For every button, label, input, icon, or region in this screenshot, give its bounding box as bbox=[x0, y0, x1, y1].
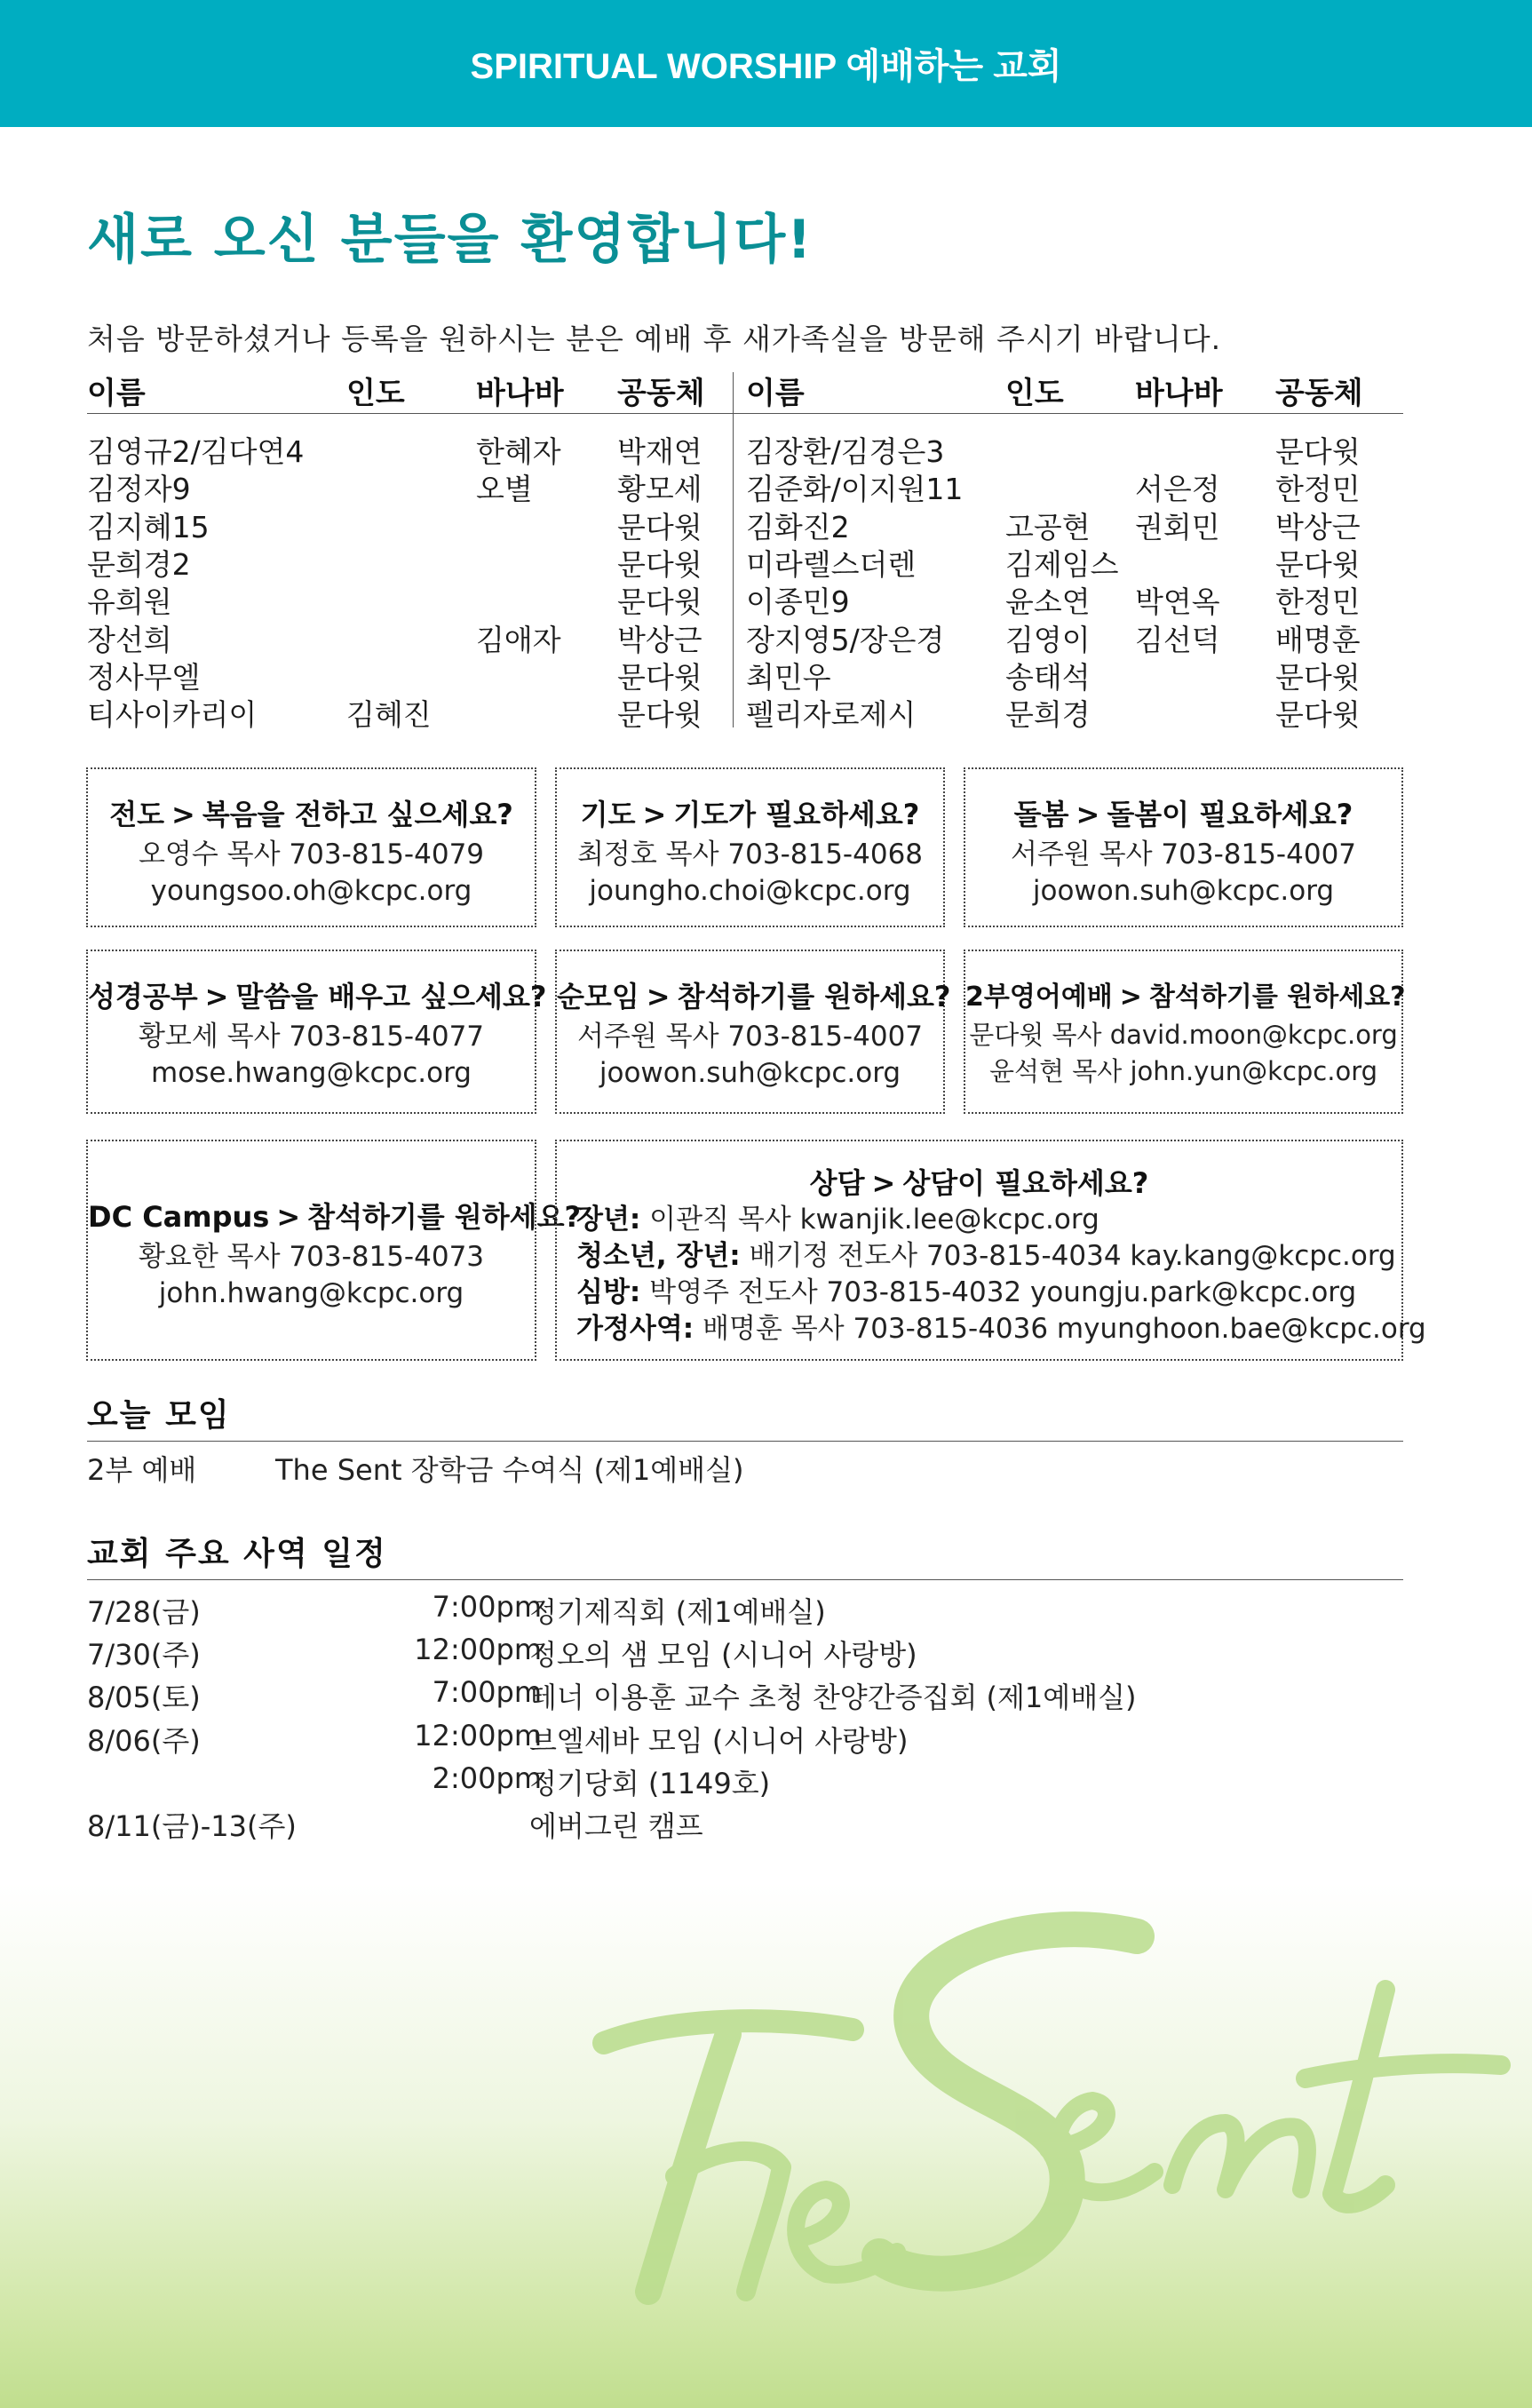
schedule-row bbox=[87, 1719, 1403, 1760]
contact-line: 황요한 목사 703-815-4073 bbox=[138, 1241, 485, 1273]
contact-title bbox=[965, 792, 1401, 833]
newcomer-name-right: 김장환/김경은3 bbox=[746, 434, 945, 469]
contact-line: 서주원 목사 703-815-4007 bbox=[1010, 838, 1357, 870]
contact-email[interactable]: joowon.suh@kcpc.org bbox=[1032, 875, 1335, 907]
the-sent-watermark-logo bbox=[0, 1883, 1532, 2408]
counsel-label: 심방: bbox=[576, 1276, 641, 1308]
newcomer-community-left: 문다윗 bbox=[617, 509, 702, 544]
newcomer-name-right: 장지영5/장은경 bbox=[746, 622, 945, 657]
newcomer-barnabas-left: 김애자 bbox=[476, 622, 561, 657]
contact-line: 최정호 목사 703-815-4068 bbox=[576, 838, 924, 870]
counsel-row-adult bbox=[557, 1202, 1401, 1238]
contact-line: 황모세 목사 703-815-4077 bbox=[138, 1021, 485, 1053]
contact-question: 돌봄이 필요하세요? bbox=[1107, 798, 1353, 831]
newcomer-name-right: 최민우 bbox=[746, 659, 831, 695]
newcomer-name-right: 미라렐스더렌 bbox=[746, 546, 917, 582]
schedule-time: 12:00pm bbox=[414, 1718, 542, 1752]
newcomer-name-left: 문희경2 bbox=[87, 546, 191, 582]
contact-line: 서주원 목사 703-815-4007 bbox=[576, 1021, 924, 1053]
contact-title bbox=[88, 792, 535, 833]
contact-category: 상담 bbox=[809, 1166, 865, 1200]
col-header-barnabas-right: 바나바 bbox=[1135, 376, 1223, 411]
header-banner bbox=[0, 0, 1532, 127]
schedule-event: 에버그린 캠프 bbox=[529, 1809, 703, 1843]
newcomer-name-left: 정사무엘 bbox=[87, 659, 201, 695]
chevron-right-icon: > bbox=[1119, 981, 1142, 1013]
contact-email[interactable]: youngsoo.oh@kcpc.org bbox=[150, 875, 472, 907]
counsel-text: 이관직 목사 kwanjik.lee@kcpc.org bbox=[640, 1204, 1099, 1236]
newcomer-barnabas-right: 서은정 bbox=[1135, 472, 1220, 507]
newcomer-community-right: 문다윗 bbox=[1275, 659, 1361, 695]
contact-question: 말씀을 배우고 싶으세요? bbox=[235, 980, 547, 1013]
contact-question: 참석하기를 원하세요? bbox=[677, 980, 951, 1013]
counsel-row-youth bbox=[557, 1238, 1401, 1275]
contact-email[interactable]: joungho.choi@kcpc.org bbox=[589, 875, 911, 907]
today-event: The Sent 장학금 수여식 (제1예배실) bbox=[275, 1453, 744, 1487]
schedule-date: 7/30(주) bbox=[87, 1638, 201, 1673]
newcomer-name-right: 이종민9 bbox=[746, 584, 850, 620]
newcomer-name-right: 김준화/이지원11 bbox=[746, 472, 964, 507]
schedule-row bbox=[87, 1633, 1403, 1673]
contact-box-evangelism bbox=[86, 767, 536, 927]
contact-box-bible-study bbox=[86, 950, 547, 1114]
schedule-heading: 교회 주요 사역 일정 bbox=[87, 1536, 387, 1572]
chevron-right-icon: > bbox=[1076, 798, 1100, 831]
contact-title bbox=[965, 974, 1406, 1013]
newcomer-barnabas-left: 한혜자 bbox=[476, 434, 561, 469]
newcomer-name-left: 티사이카리이 bbox=[87, 697, 258, 733]
counsel-row-family bbox=[557, 1311, 1426, 1347]
today-row bbox=[87, 1448, 744, 1489]
contact-category: 성경공부 bbox=[88, 980, 198, 1013]
contact-title bbox=[557, 1161, 1401, 1202]
schedule-row bbox=[87, 1804, 1403, 1845]
contact-question: 참석하기를 원하세요? bbox=[307, 1200, 582, 1234]
newcomer-name-right: 펠리자로제시 bbox=[746, 697, 917, 733]
counsel-label: 가정사역: bbox=[576, 1313, 695, 1345]
schedule-row bbox=[87, 1761, 1403, 1802]
counsel-label: 장년: bbox=[576, 1204, 641, 1236]
contact-line: 윤석현 목사 john.yun@kcpc.org bbox=[988, 1056, 1378, 1086]
table-center-divider bbox=[733, 372, 734, 727]
newcomer-community-right: 한정민 bbox=[1275, 584, 1361, 620]
schedule-time: 7:00pm bbox=[432, 1675, 542, 1710]
schedule-date: 8/05(토) bbox=[87, 1681, 201, 1715]
newcomer-community-left: 황모세 bbox=[617, 472, 702, 507]
newcomer-community-right: 배명훈 bbox=[1275, 622, 1361, 657]
banner-title: SPIRITUAL WORSHIP 예배하는 교회 bbox=[470, 47, 1062, 86]
table-header-divider bbox=[87, 413, 1403, 414]
contact-email[interactable]: mose.hwang@kcpc.org bbox=[151, 1057, 472, 1089]
contact-category: DC Campus bbox=[88, 1200, 270, 1234]
schedule-row bbox=[87, 1675, 1403, 1716]
col-header-community-right: 공동체 bbox=[1275, 376, 1363, 411]
newcomer-community-right: 문다윗 bbox=[1275, 546, 1361, 582]
newcomer-name-left: 김정자9 bbox=[87, 472, 191, 507]
chevron-right-icon: > bbox=[204, 980, 229, 1013]
schedule-row bbox=[87, 1590, 1403, 1631]
contact-box-dc-campus bbox=[86, 1140, 582, 1361]
schedule-event: 정오의 샘 모임 (시니어 사랑방) bbox=[529, 1638, 917, 1673]
contact-title bbox=[557, 974, 951, 1015]
contact-email[interactable]: joowon.suh@kcpc.org bbox=[599, 1057, 901, 1089]
schedule-event: 테너 이용훈 교수 초청 찬양간증집회 (제1예배실) bbox=[529, 1681, 1137, 1715]
newcomer-leader-right: 송태석 bbox=[1005, 659, 1091, 695]
schedule-date: 7/28(금) bbox=[87, 1595, 201, 1629]
newcomer-community-right: 문다윗 bbox=[1275, 697, 1361, 733]
col-header-barnabas: 바나바 bbox=[476, 376, 564, 411]
newcomer-community-right: 박상근 bbox=[1275, 509, 1361, 544]
newcomer-barnabas-right: 박연옥 bbox=[1135, 584, 1220, 620]
chevron-right-icon: > bbox=[276, 1200, 301, 1234]
schedule-event: 브엘세바 모임 (시니어 사랑방) bbox=[529, 1723, 909, 1758]
schedule-time: 7:00pm bbox=[432, 1590, 542, 1624]
counsel-text: 배기정 전도사 703-815-4034 kay.kang@kcpc.org bbox=[740, 1240, 1396, 1272]
newcomer-leader-right: 윤소연 bbox=[1005, 584, 1091, 620]
contact-box-prayer bbox=[555, 767, 945, 927]
contact-box-counseling bbox=[555, 1140, 1426, 1361]
schedule-event: 정기당회 (1149호) bbox=[529, 1766, 771, 1800]
newcomer-name-left: 장선희 bbox=[87, 622, 172, 657]
newcomer-leader-right: 고공현 bbox=[1005, 509, 1091, 544]
schedule-time: 2:00pm bbox=[432, 1760, 542, 1795]
col-header-name-right: 이름 bbox=[746, 376, 805, 411]
contact-email[interactable]: john.hwang@kcpc.org bbox=[158, 1277, 464, 1309]
newcomer-table bbox=[87, 369, 1403, 733]
counsel-label: 청소년, 장년: bbox=[576, 1240, 741, 1272]
col-header-leader: 인도 bbox=[346, 376, 405, 411]
newcomer-leader-right: 문희경 bbox=[1005, 697, 1091, 733]
chevron-right-icon: > bbox=[871, 1166, 896, 1200]
contact-question: 참석하기를 원하세요? bbox=[1148, 981, 1406, 1013]
contact-question: 기도가 필요하세요? bbox=[673, 798, 920, 831]
counsel-text: 배명훈 목사 703-815-4036 myunghoon.bae@kcpc.org bbox=[694, 1313, 1426, 1345]
newcomer-barnabas-right: 권회민 bbox=[1135, 509, 1220, 544]
counsel-row-visitation bbox=[557, 1275, 1401, 1311]
today-heading: 오늘 모임 bbox=[87, 1397, 231, 1434]
newcomer-community-left: 박상근 bbox=[617, 622, 702, 657]
newcomer-community-left: 문다윗 bbox=[617, 659, 702, 695]
contact-title bbox=[557, 792, 943, 833]
newcomer-community-left: 문다윗 bbox=[617, 697, 702, 733]
contact-category: 기도 bbox=[580, 798, 636, 831]
newcomer-name-left: 김지혜15 bbox=[87, 509, 210, 544]
newcomer-community-left: 문다윗 bbox=[617, 546, 702, 582]
schedule-divider bbox=[87, 1579, 1403, 1580]
chevron-right-icon: > bbox=[646, 980, 671, 1013]
contact-line: 오영수 목사 703-815-4079 bbox=[138, 838, 485, 870]
col-header-community: 공동체 bbox=[617, 376, 705, 411]
contact-box-group bbox=[555, 950, 951, 1114]
col-header-name: 이름 bbox=[87, 376, 146, 411]
counsel-text: 박영주 전도사 703-815-4032 youngju.park@kcpc.org bbox=[640, 1276, 1357, 1308]
newcomer-leader-left: 김혜진 bbox=[346, 697, 432, 733]
contact-category: 돌봄 bbox=[1013, 798, 1069, 831]
contact-category: 전도 bbox=[109, 798, 165, 831]
newcomer-name-right: 김화진2 bbox=[746, 509, 850, 544]
newcomer-barnabas-right: 김선덕 bbox=[1135, 622, 1220, 657]
chevron-right-icon: > bbox=[171, 798, 195, 831]
welcome-intro: 처음 방문하셨거나 등록을 원하시는 분은 예배 후 새가족실을 방문해 주시기 바랍니다. bbox=[87, 322, 1222, 356]
contact-question: 상담이 필요하세요? bbox=[902, 1166, 1149, 1200]
today-divider bbox=[87, 1441, 1403, 1442]
contact-title bbox=[88, 1195, 582, 1236]
newcomer-barnabas-left: 오별 bbox=[476, 472, 533, 507]
today-service: 2부 예배 bbox=[87, 1453, 197, 1487]
welcome-title: 새로 오신 분들을 환영합니다! bbox=[87, 209, 814, 271]
schedule-event: 정기제직회 (제1예배실) bbox=[529, 1595, 826, 1629]
schedule-date: 8/06(주) bbox=[87, 1723, 201, 1758]
newcomer-community-left: 박재연 bbox=[617, 434, 702, 469]
contact-title bbox=[88, 974, 547, 1015]
contact-question: 복음을 전하고 싶으세요? bbox=[202, 798, 513, 831]
newcomer-community-right: 문다윗 bbox=[1275, 434, 1361, 469]
newcomer-community-left: 문다윗 bbox=[617, 584, 702, 620]
col-header-leader-right: 인도 bbox=[1005, 376, 1064, 411]
newcomer-leader-right: 김제임스 bbox=[1005, 546, 1119, 582]
newcomer-name-left: 유희원 bbox=[87, 584, 172, 620]
chevron-right-icon: > bbox=[642, 798, 667, 831]
newcomer-name-left: 김영규2/김다연4 bbox=[87, 434, 305, 469]
contact-category: 2부영어예배 bbox=[965, 981, 1113, 1013]
contact-category: 순모임 bbox=[557, 980, 639, 1013]
contact-box-care bbox=[964, 767, 1403, 927]
contact-line: 문다윗 목사 david.moon@kcpc.org bbox=[969, 1020, 1398, 1050]
schedule-date: 8/11(금)-13(주) bbox=[87, 1809, 297, 1843]
contact-box-english-service bbox=[964, 950, 1406, 1114]
schedule-time: 12:00pm bbox=[414, 1633, 542, 1667]
newcomer-community-right: 한정민 bbox=[1275, 472, 1361, 507]
newcomer-leader-right: 김영이 bbox=[1005, 622, 1091, 657]
